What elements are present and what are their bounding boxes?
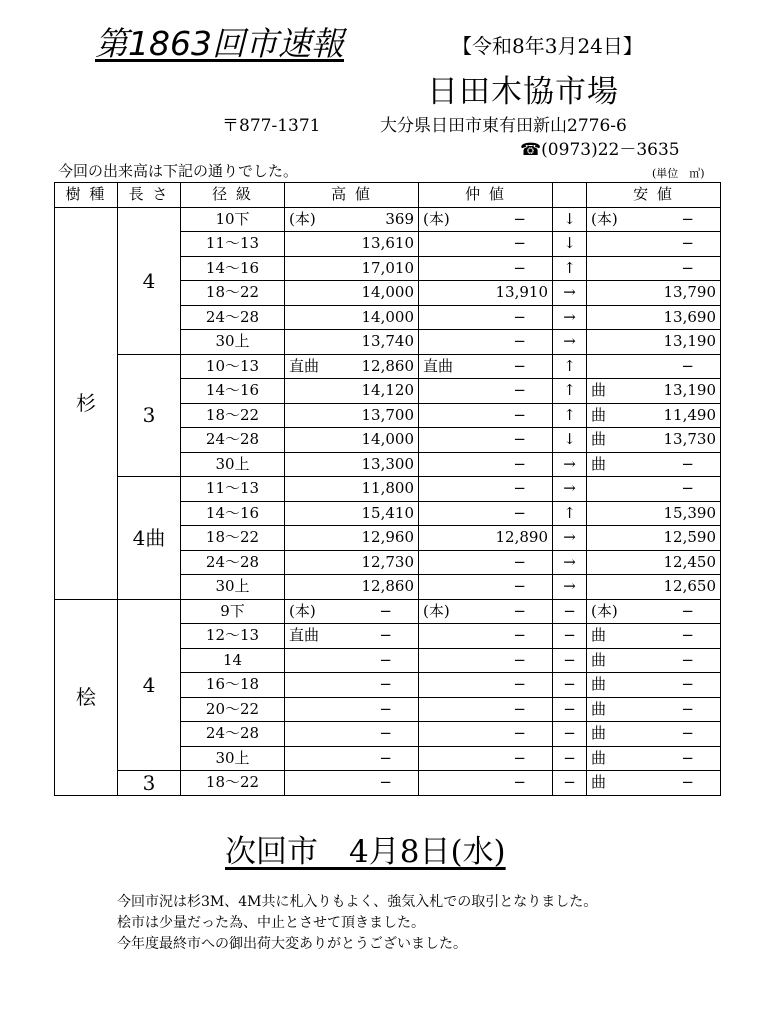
high-price-cell bbox=[285, 624, 419, 649]
header-length: 長 さ bbox=[118, 183, 181, 208]
high-price-value: − bbox=[379, 724, 392, 743]
high-price-cell bbox=[285, 599, 419, 624]
high-price-value: 17,010 bbox=[361, 258, 414, 277]
low-price-value: − bbox=[681, 699, 694, 718]
market-name: 日田木協市場 bbox=[427, 74, 619, 110]
mid-price-value: − bbox=[513, 699, 526, 718]
trend-arrow-icon: − bbox=[553, 673, 587, 698]
high-price-cell bbox=[285, 501, 419, 526]
low-price-prefix: 曲 bbox=[591, 773, 607, 792]
diameter-cell: 18〜22 bbox=[181, 526, 285, 551]
mid-price-cell bbox=[419, 477, 553, 502]
low-price-cell bbox=[587, 281, 721, 306]
header-trend bbox=[553, 183, 587, 208]
mid-price-value: − bbox=[513, 405, 526, 424]
high-price-prefix: 直曲 bbox=[289, 356, 320, 375]
low-price-value: − bbox=[681, 626, 694, 645]
low-price-cell bbox=[587, 771, 721, 796]
low-price-prefix: 曲 bbox=[591, 724, 607, 743]
trend-arrow-icon: → bbox=[553, 452, 587, 477]
low-price-value: − bbox=[681, 209, 694, 228]
diameter-cell: 14 bbox=[181, 648, 285, 673]
mid-price-value: − bbox=[513, 675, 526, 694]
intro-text: 今回の出来高は下記の通りでした。 bbox=[58, 162, 299, 180]
mid-price-value: − bbox=[513, 454, 526, 473]
mid-price-value: − bbox=[513, 552, 526, 571]
high-price-cell bbox=[285, 256, 419, 281]
mid-price-value: − bbox=[513, 503, 526, 522]
diameter-cell: 20〜22 bbox=[181, 697, 285, 722]
low-price-prefix: 曲 bbox=[591, 381, 607, 400]
low-price-value: 11,490 bbox=[663, 405, 716, 424]
low-price-value: 13,190 bbox=[663, 332, 716, 351]
low-price-value: − bbox=[681, 258, 694, 277]
trend-arrow-icon: ↓ bbox=[553, 207, 587, 232]
high-price-value: 14,000 bbox=[361, 430, 414, 449]
diameter-cell: 11〜13 bbox=[181, 232, 285, 257]
mid-price-value: − bbox=[513, 748, 526, 767]
table-row bbox=[55, 477, 721, 502]
trend-arrow-icon: → bbox=[553, 281, 587, 306]
diameter-cell: 30上 bbox=[181, 452, 285, 477]
high-price-cell bbox=[285, 428, 419, 453]
low-price-cell bbox=[587, 648, 721, 673]
species-cell: 杉 bbox=[55, 207, 118, 599]
high-price-value: 13,300 bbox=[361, 454, 414, 473]
low-price-prefix: 曲 bbox=[591, 454, 607, 473]
mid-price-cell bbox=[419, 305, 553, 330]
telephone: ☎(0973)22－3635 bbox=[520, 140, 680, 160]
report-date: 【令和8年3月24日】 bbox=[452, 34, 643, 58]
low-price-value: − bbox=[681, 773, 694, 792]
low-price-prefix: 曲 bbox=[591, 405, 607, 424]
low-price-value: − bbox=[681, 675, 694, 694]
high-price-cell bbox=[285, 354, 419, 379]
trend-arrow-icon: ↑ bbox=[553, 379, 587, 404]
low-price-prefix: 曲 bbox=[591, 626, 607, 645]
mid-price-cell bbox=[419, 281, 553, 306]
mid-price-cell bbox=[419, 624, 553, 649]
trend-arrow-icon: − bbox=[553, 771, 587, 796]
table-row bbox=[55, 207, 721, 232]
low-price-cell bbox=[587, 256, 721, 281]
high-price-value: 14,120 bbox=[361, 381, 414, 400]
diameter-cell: 11〜13 bbox=[181, 477, 285, 502]
diameter-cell: 30上 bbox=[181, 330, 285, 355]
mid-price-cell bbox=[419, 232, 553, 257]
low-price-value: − bbox=[681, 454, 694, 473]
header-diameter: 径 級 bbox=[181, 183, 285, 208]
trend-arrow-icon: − bbox=[553, 746, 587, 771]
high-price-value: − bbox=[379, 699, 392, 718]
high-price-value: − bbox=[379, 601, 392, 620]
high-price-cell bbox=[285, 526, 419, 551]
mid-price-cell bbox=[419, 501, 553, 526]
high-price-value: 11,800 bbox=[361, 479, 414, 498]
high-price-cell bbox=[285, 697, 419, 722]
mid-price-cell bbox=[419, 673, 553, 698]
high-price-cell bbox=[285, 232, 419, 257]
mid-price-value: − bbox=[513, 332, 526, 351]
low-price-value: − bbox=[681, 356, 694, 375]
high-price-value: 15,410 bbox=[361, 503, 414, 522]
mid-price-value: − bbox=[513, 430, 526, 449]
length-cell: 4曲 bbox=[118, 477, 181, 600]
low-price-cell bbox=[587, 354, 721, 379]
low-price-cell bbox=[587, 526, 721, 551]
trend-arrow-icon: ↓ bbox=[553, 232, 587, 257]
diameter-cell: 14〜16 bbox=[181, 256, 285, 281]
page-title: 第1863回市速報 bbox=[95, 24, 344, 63]
trend-arrow-icon: ↑ bbox=[553, 354, 587, 379]
trend-arrow-icon: → bbox=[553, 330, 587, 355]
length-cell: 4 bbox=[118, 599, 181, 771]
high-price-cell bbox=[285, 330, 419, 355]
trend-arrow-icon: → bbox=[553, 305, 587, 330]
table-row bbox=[55, 354, 721, 379]
mid-price-value: − bbox=[513, 258, 526, 277]
trend-arrow-icon: ↓ bbox=[553, 428, 587, 453]
low-price-value: 12,590 bbox=[663, 528, 716, 547]
low-price-value: 12,450 bbox=[663, 552, 716, 571]
low-price-cell bbox=[587, 305, 721, 330]
diameter-cell: 24〜28 bbox=[181, 305, 285, 330]
postal-code: 〒877-1371 bbox=[222, 116, 321, 136]
address: 大分県日田市東有田新山2776-6 bbox=[380, 116, 627, 136]
price-table bbox=[54, 182, 721, 796]
low-price-cell bbox=[587, 575, 721, 600]
mid-price-value: − bbox=[513, 209, 526, 228]
mid-price-value: − bbox=[513, 650, 526, 669]
trend-arrow-icon: − bbox=[553, 648, 587, 673]
mid-price-value: − bbox=[513, 307, 526, 326]
low-price-cell bbox=[587, 403, 721, 428]
trend-arrow-icon: → bbox=[553, 526, 587, 551]
high-price-cell bbox=[285, 477, 419, 502]
diameter-cell: 16〜18 bbox=[181, 673, 285, 698]
next-market-date: 次回市 4月8日(水) bbox=[225, 834, 506, 870]
low-price-value: − bbox=[681, 234, 694, 253]
low-price-value: − bbox=[681, 748, 694, 767]
high-price-cell bbox=[285, 281, 419, 306]
high-price-value: 14,000 bbox=[361, 307, 414, 326]
low-price-prefix: 曲 bbox=[591, 430, 607, 449]
low-price-value: − bbox=[681, 650, 694, 669]
mid-price-cell bbox=[419, 354, 553, 379]
mid-price-cell bbox=[419, 648, 553, 673]
trend-arrow-icon: → bbox=[553, 477, 587, 502]
high-price-value: − bbox=[379, 650, 392, 669]
high-price-cell bbox=[285, 746, 419, 771]
low-price-value: 13,690 bbox=[663, 307, 716, 326]
low-price-value: 13,790 bbox=[663, 283, 716, 302]
diameter-cell: 12〜13 bbox=[181, 624, 285, 649]
high-price-cell bbox=[285, 648, 419, 673]
mid-price-cell bbox=[419, 599, 553, 624]
trend-arrow-icon: → bbox=[553, 575, 587, 600]
high-price-cell bbox=[285, 771, 419, 796]
mid-price-value: − bbox=[513, 234, 526, 253]
diameter-cell: 18〜22 bbox=[181, 771, 285, 796]
mid-price-prefix: (本) bbox=[423, 601, 450, 620]
diameter-cell: 18〜22 bbox=[181, 281, 285, 306]
high-price-value: − bbox=[379, 626, 392, 645]
species-cell: 桧 bbox=[55, 599, 118, 795]
low-price-value: 15,390 bbox=[663, 503, 716, 522]
low-price-cell bbox=[587, 501, 721, 526]
diameter-cell: 30上 bbox=[181, 575, 285, 600]
high-price-cell bbox=[285, 550, 419, 575]
mid-price-value: − bbox=[513, 601, 526, 620]
mid-price-value: 13,910 bbox=[495, 283, 548, 302]
trend-arrow-icon: ↑ bbox=[553, 403, 587, 428]
diameter-cell: 18〜22 bbox=[181, 403, 285, 428]
low-price-cell bbox=[587, 599, 721, 624]
high-price-cell bbox=[285, 673, 419, 698]
low-price-cell bbox=[587, 232, 721, 257]
low-price-prefix: 曲 bbox=[591, 699, 607, 718]
mid-price-cell bbox=[419, 379, 553, 404]
mid-price-cell bbox=[419, 256, 553, 281]
table-row bbox=[55, 599, 721, 624]
low-price-value: − bbox=[681, 601, 694, 620]
unit-label: (単位 ㎥) bbox=[652, 167, 705, 180]
mid-price-value: − bbox=[513, 626, 526, 645]
mid-price-cell bbox=[419, 452, 553, 477]
low-price-value: 13,190 bbox=[663, 381, 716, 400]
high-price-value: 12,960 bbox=[361, 528, 414, 547]
low-price-cell bbox=[587, 330, 721, 355]
low-price-cell bbox=[587, 624, 721, 649]
mid-price-value: − bbox=[513, 381, 526, 400]
diameter-cell: 30上 bbox=[181, 746, 285, 771]
low-price-prefix: 曲 bbox=[591, 650, 607, 669]
mid-price-cell bbox=[419, 526, 553, 551]
trend-arrow-icon: − bbox=[553, 697, 587, 722]
mid-price-cell bbox=[419, 403, 553, 428]
high-price-value: 12,860 bbox=[361, 577, 414, 596]
low-price-cell bbox=[587, 207, 721, 232]
trend-arrow-icon: → bbox=[553, 550, 587, 575]
mid-price-cell bbox=[419, 330, 553, 355]
trend-arrow-icon: ↑ bbox=[553, 256, 587, 281]
note-line: 桧市は少量だった為、中止とさせて頂きました。 bbox=[117, 915, 425, 931]
high-price-prefix: (本) bbox=[289, 209, 316, 228]
high-price-value: 13,740 bbox=[361, 332, 414, 351]
high-price-value: − bbox=[379, 773, 392, 792]
mid-price-value: − bbox=[513, 479, 526, 498]
diameter-cell: 24〜28 bbox=[181, 428, 285, 453]
high-price-value: 14,000 bbox=[361, 283, 414, 302]
low-price-cell bbox=[587, 452, 721, 477]
high-price-cell bbox=[285, 575, 419, 600]
high-price-value: 12,730 bbox=[361, 552, 414, 571]
diameter-cell: 14〜16 bbox=[181, 501, 285, 526]
diameter-cell: 10〜13 bbox=[181, 354, 285, 379]
high-price-value: 12,860 bbox=[361, 356, 414, 375]
low-price-prefix: 曲 bbox=[591, 675, 607, 694]
length-cell: 3 bbox=[118, 354, 181, 477]
mid-price-value: 12,890 bbox=[495, 528, 548, 547]
high-price-value: − bbox=[379, 748, 392, 767]
mid-price-cell bbox=[419, 428, 553, 453]
mid-price-cell bbox=[419, 697, 553, 722]
high-price-value: − bbox=[379, 675, 392, 694]
trend-arrow-icon: − bbox=[553, 624, 587, 649]
low-price-cell bbox=[587, 550, 721, 575]
low-price-cell bbox=[587, 477, 721, 502]
header-high-price: 高 値 bbox=[285, 183, 419, 208]
length-cell: 3 bbox=[118, 771, 181, 796]
mid-price-cell bbox=[419, 722, 553, 747]
mid-price-value: − bbox=[513, 356, 526, 375]
mid-price-value: − bbox=[513, 724, 526, 743]
length-cell: 4 bbox=[118, 207, 181, 354]
high-price-value: 13,700 bbox=[361, 405, 414, 424]
header-low-price: 安 値 bbox=[587, 183, 721, 208]
high-price-cell bbox=[285, 207, 419, 232]
mid-price-cell bbox=[419, 746, 553, 771]
diameter-cell: 10下 bbox=[181, 207, 285, 232]
low-price-cell bbox=[587, 428, 721, 453]
high-price-cell bbox=[285, 305, 419, 330]
low-price-value: − bbox=[681, 724, 694, 743]
high-price-cell bbox=[285, 403, 419, 428]
table-row bbox=[55, 771, 721, 796]
high-price-prefix: 直曲 bbox=[289, 626, 320, 645]
diameter-cell: 24〜28 bbox=[181, 722, 285, 747]
mid-price-cell bbox=[419, 575, 553, 600]
mid-price-value: − bbox=[513, 773, 526, 792]
low-price-cell bbox=[587, 379, 721, 404]
low-price-value: − bbox=[681, 479, 694, 498]
high-price-value: 369 bbox=[385, 209, 414, 228]
note-line: 今年度最終市への御出荷大変ありがとうございました。 bbox=[117, 936, 467, 952]
mid-price-prefix: (本) bbox=[423, 209, 450, 228]
diameter-cell: 14〜16 bbox=[181, 379, 285, 404]
low-price-value: 13,730 bbox=[663, 430, 716, 449]
trend-arrow-icon: ↑ bbox=[553, 501, 587, 526]
low-price-prefix: (本) bbox=[591, 209, 618, 228]
high-price-cell bbox=[285, 722, 419, 747]
mid-price-cell bbox=[419, 550, 553, 575]
diameter-cell: 9下 bbox=[181, 599, 285, 624]
diameter-cell: 24〜28 bbox=[181, 550, 285, 575]
low-price-cell bbox=[587, 746, 721, 771]
header-species: 樹 種 bbox=[55, 183, 118, 208]
trend-arrow-icon: − bbox=[553, 599, 587, 624]
high-price-prefix: (本) bbox=[289, 601, 316, 620]
low-price-cell bbox=[587, 673, 721, 698]
high-price-cell bbox=[285, 379, 419, 404]
table-header-row bbox=[55, 183, 721, 208]
low-price-cell bbox=[587, 722, 721, 747]
mid-price-cell bbox=[419, 771, 553, 796]
low-price-value: 12,650 bbox=[663, 577, 716, 596]
high-price-cell bbox=[285, 452, 419, 477]
high-price-value: 13,610 bbox=[361, 234, 414, 253]
mid-price-value: − bbox=[513, 577, 526, 596]
low-price-cell bbox=[587, 697, 721, 722]
low-price-prefix: (本) bbox=[591, 601, 618, 620]
note-line: 今回市況は杉3M、4M共に札入りもよく、強気入札での取引となりました。 bbox=[117, 894, 598, 910]
mid-price-cell bbox=[419, 207, 553, 232]
header-mid-price: 仲 値 bbox=[419, 183, 553, 208]
trend-arrow-icon: − bbox=[553, 722, 587, 747]
mid-price-prefix: 直曲 bbox=[423, 356, 454, 375]
low-price-prefix: 曲 bbox=[591, 748, 607, 767]
